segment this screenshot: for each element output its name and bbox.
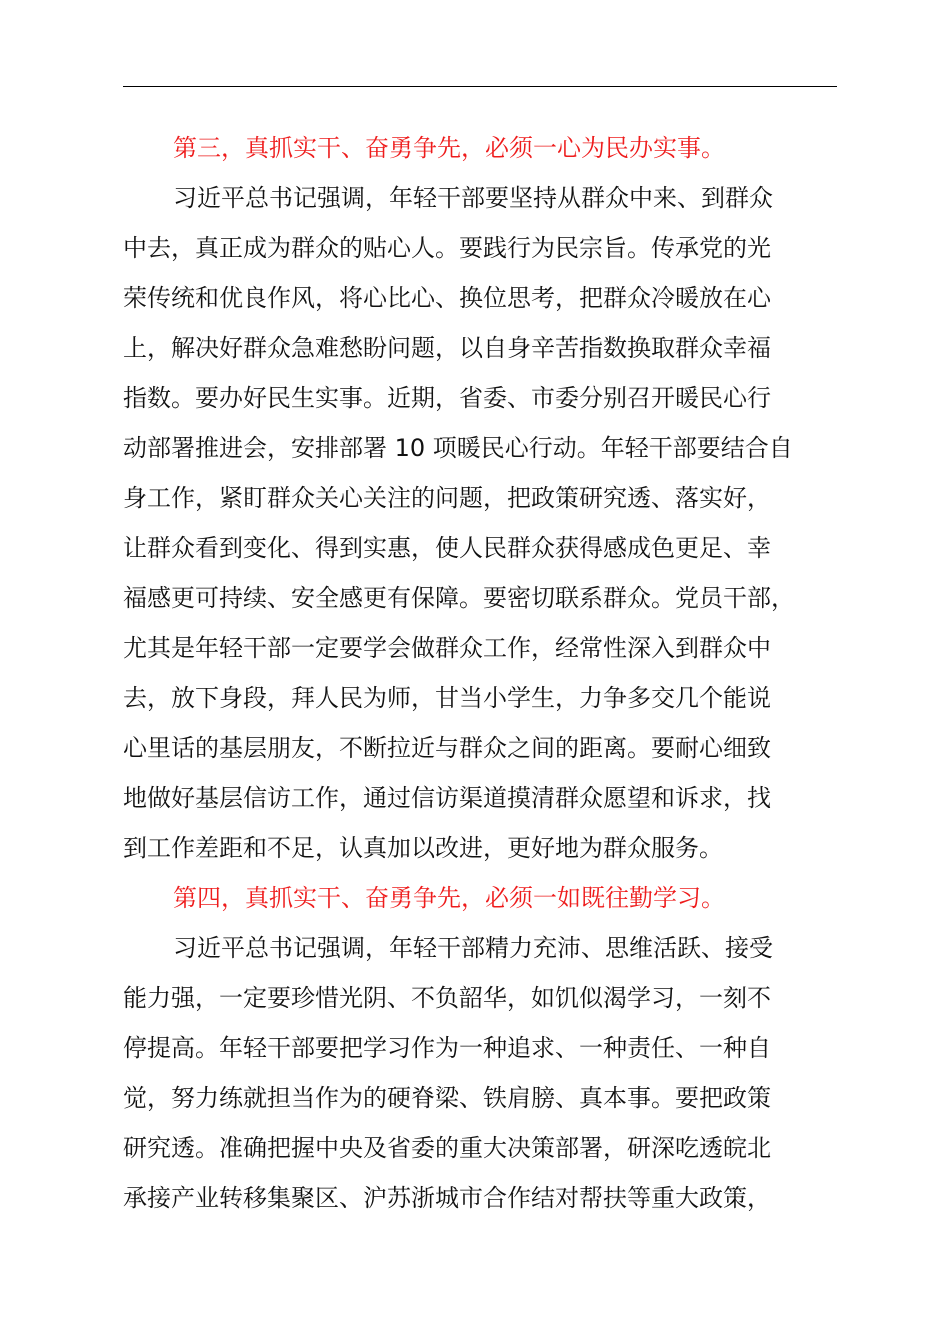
paragraph-line: 荣传统和优良作风，将心比心、换位思考，把群众冷暖放在心 <box>123 284 771 312</box>
section-heading-third: 第三，真抓实干、奋勇争先，必须一心为民办实事。 <box>173 134 725 162</box>
paragraph-line: 觉，努力练就担当作为的硬脊梁、铁肩膀、真本事。要把政策 <box>123 1084 771 1112</box>
paragraph-line: 动部署推进会，安排部署 10 项暖民心行动。年轻干部要结合自 <box>123 434 793 462</box>
section-paragraph-fourth <box>123 923 837 1223</box>
section-paragraph-third <box>123 173 837 873</box>
header-rule <box>123 86 837 87</box>
paragraph-line: 去，放下身段，拜人民为师，甘当小学生，力争多交几个能说 <box>123 684 771 712</box>
paragraph-line: 能力强，一定要珍惜光阴、不负韶华，如饥似渴学习，一刻不 <box>123 984 771 1012</box>
paragraph-line: 停提高。年轻干部要把学习作为一种追求、一种责任、一种自 <box>123 1034 771 1062</box>
paragraph-line: 中去，真正成为群众的贴心人。要践行为民宗旨。传承党的光 <box>123 234 771 262</box>
paragraph-line: 研究透。准确把握中央及省委的重大决策部署，研深吃透皖北 <box>123 1134 771 1162</box>
paragraph-line: 心里话的基层朋友，不断拉近与群众之间的距离。要耐心细致 <box>123 734 771 762</box>
paragraph-line: 福感更可持续、安全感更有保障。要密切联系群众。党员干部， <box>123 584 795 612</box>
paragraph-line: 身工作，紧盯群众关心关注的问题，把政策研究透、落实好， <box>123 484 771 512</box>
section-heading-fourth: 第四，真抓实干、奋勇争先，必须一如既往勤学习。 <box>173 884 725 912</box>
paragraph-line: 习近平总书记强调，年轻干部要坚持从群众中来、到群众 <box>173 184 773 212</box>
paragraph-line: 到工作差距和不足，认真加以改进，更好地为群众服务。 <box>123 834 723 862</box>
paragraph-line: 上，解决好群众急难愁盼问题，以自身辛苦指数换取群众幸福 <box>123 334 771 362</box>
paragraph-line: 指数。要办好民生实事。近期，省委、市委分别召开暖民心行 <box>123 384 771 412</box>
paragraph-line: 地做好基层信访工作，通过信访渠道摸清群众愿望和诉求，找 <box>123 784 771 812</box>
document-body <box>123 123 837 1223</box>
paragraph-line: 习近平总书记强调，年轻干部精力充沛、思维活跃、接受 <box>173 934 773 962</box>
paragraph-line: 尤其是年轻干部一定要学会做群众工作，经常性深入到群众中 <box>123 634 771 662</box>
paragraph-line: 承接产业转移集聚区、沪苏浙城市合作结对帮扶等重大政策， <box>123 1184 771 1212</box>
paragraph-line: 让群众看到变化、得到实惠，使人民群众获得感成色更足、幸 <box>123 534 771 562</box>
